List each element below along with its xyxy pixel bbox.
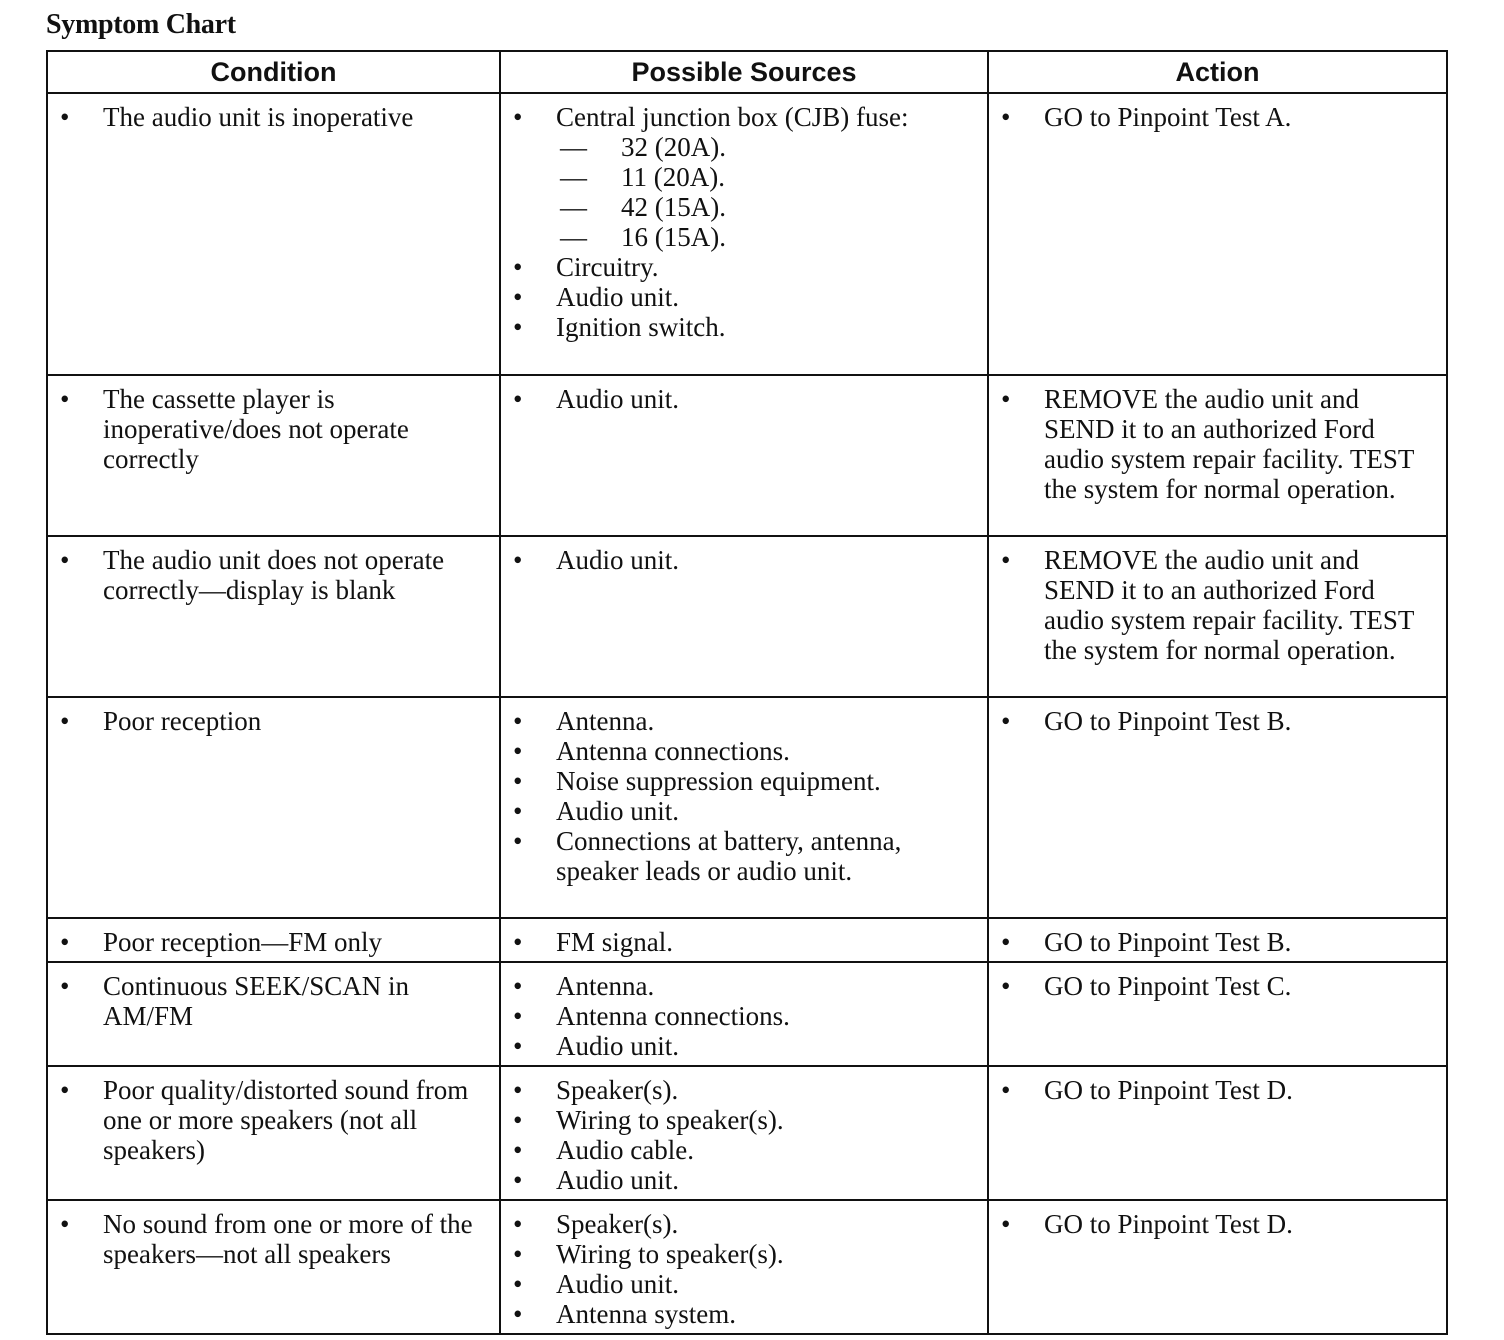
condition-text: • Poor reception [48, 706, 499, 736]
source-text: Audio unit. [556, 545, 680, 575]
condition-text: • Continuous SEEK/SCAN in AM/FM [48, 971, 499, 1031]
source-text: Antenna. [556, 706, 655, 736]
table-row [47, 962, 1447, 1066]
condition-cell [47, 1066, 500, 1200]
action-cell [988, 536, 1447, 697]
action-text: • GO to Pinpoint Test C. [989, 971, 1446, 1001]
source-text: Audio unit. [556, 384, 680, 414]
column-header-possible-sources: Possible Sources [500, 51, 988, 93]
condition-text: • Poor reception—FM only [48, 927, 499, 957]
condition-cell [47, 375, 500, 536]
action-text: • GO to Pinpoint Test D. [989, 1209, 1446, 1239]
action-text: • REMOVE the audio unit and SEND it to an authorized Ford audio system repair facility. TEST the system for normal operation. [989, 384, 1446, 504]
source-text: Audio unit. [556, 1269, 680, 1299]
source-item [501, 312, 987, 342]
condition-text: • The audio unit is inoperative [48, 102, 499, 132]
source-item [501, 971, 987, 1001]
table-row [47, 697, 1447, 918]
action-cell [988, 697, 1447, 918]
source-item [501, 102, 987, 252]
source-item [501, 766, 987, 796]
fuse-item: — 42 (15A). [556, 192, 975, 222]
possible-sources-cell [500, 962, 988, 1066]
source-item [501, 1165, 987, 1195]
possible-sources-cell [500, 918, 988, 962]
source-item [501, 282, 987, 312]
source-item [501, 1105, 987, 1135]
source-item [501, 927, 987, 957]
action-cell [988, 962, 1447, 1066]
source-text: Antenna connections. [556, 736, 790, 766]
table-row [47, 93, 1447, 375]
source-text: Audio unit. [556, 1165, 680, 1195]
condition-text: • The cassette player is inoperative/does not operate correctly [48, 384, 499, 474]
action-text: • REMOVE the audio unit and SEND it to an authorized Ford audio system repair facility. TEST the system for normal operation. [989, 545, 1446, 665]
symptom-chart-table [46, 50, 1448, 1335]
condition-cell [47, 93, 500, 375]
source-text: Audio unit. [556, 282, 680, 312]
table-body [47, 93, 1447, 1334]
fuse-list [556, 132, 975, 252]
action-text: • GO to Pinpoint Test D. [989, 1075, 1446, 1105]
source-text: Circuitry. [556, 252, 659, 282]
source-text: Antenna connections. [556, 1001, 790, 1031]
condition-text: • The audio unit does not operate correctly—display is blank [48, 545, 499, 605]
source-text: Connections at battery, antenna, speaker leads or audio unit. [556, 826, 902, 886]
source-item [501, 252, 987, 282]
action-text: • GO to Pinpoint Test A. [989, 102, 1446, 132]
source-text: Speaker(s). [556, 1075, 679, 1105]
source-text: Audio cable. [556, 1135, 694, 1165]
source-item [501, 1001, 987, 1031]
table-row [47, 536, 1447, 697]
possible-sources-cell [500, 536, 988, 697]
source-item [501, 1269, 987, 1299]
possible-sources-cell [500, 1200, 988, 1334]
source-item [501, 1299, 987, 1329]
source-text: Ignition switch. [556, 312, 726, 342]
source-text: Speaker(s). [556, 1209, 679, 1239]
condition-cell [47, 1200, 500, 1334]
source-text: Antenna system. [556, 1299, 736, 1329]
page-title: Symptom Chart [46, 9, 236, 40]
table-row [47, 918, 1447, 962]
action-cell [988, 918, 1447, 962]
condition-text: • Poor quality/distorted sound from one or more speakers (not all speakers) [48, 1075, 499, 1165]
source-text: Antenna. [556, 971, 655, 1001]
possible-sources-cell [500, 1066, 988, 1200]
source-item [501, 1075, 987, 1105]
possible-sources-cell [500, 93, 988, 375]
action-cell [988, 375, 1447, 536]
source-item [501, 706, 987, 736]
column-header-condition: Condition [47, 51, 500, 93]
table-row [47, 1066, 1447, 1200]
source-item [501, 1209, 987, 1239]
condition-cell [47, 962, 500, 1066]
source-text: Central junction box (CJB) fuse: [556, 102, 909, 132]
condition-text: • No sound from one or more of the speakers—not all speakers [48, 1209, 499, 1269]
source-item [501, 545, 987, 575]
condition-cell [47, 918, 500, 962]
action-cell [988, 1200, 1447, 1334]
fuse-item: — 11 (20A). [556, 162, 975, 192]
source-text: FM signal. [556, 927, 674, 957]
source-text: Audio unit. [556, 796, 680, 826]
source-item [501, 826, 987, 886]
column-header-action: Action [988, 51, 1447, 93]
action-text: • GO to Pinpoint Test B. [989, 927, 1446, 957]
table-row [47, 375, 1447, 536]
source-item [501, 384, 987, 414]
action-text: • GO to Pinpoint Test B. [989, 706, 1446, 736]
condition-cell [47, 697, 500, 918]
source-item [501, 1031, 987, 1061]
source-item [501, 1135, 987, 1165]
source-item [501, 736, 987, 766]
source-item [501, 1239, 987, 1269]
fuse-item: — 16 (15A). [556, 222, 975, 252]
action-cell [988, 93, 1447, 375]
possible-sources-cell [500, 375, 988, 536]
table-row [47, 1200, 1447, 1334]
possible-sources-cell [500, 697, 988, 918]
header-row [47, 51, 1447, 93]
source-text: Wiring to speaker(s). [556, 1105, 784, 1135]
source-text: Wiring to speaker(s). [556, 1239, 784, 1269]
source-text: Noise suppression equipment. [556, 766, 881, 796]
condition-cell [47, 536, 500, 697]
source-text: Audio unit. [556, 1031, 680, 1061]
source-item [501, 796, 987, 826]
action-cell [988, 1066, 1447, 1200]
fuse-item: — 32 (20A). [556, 132, 975, 162]
